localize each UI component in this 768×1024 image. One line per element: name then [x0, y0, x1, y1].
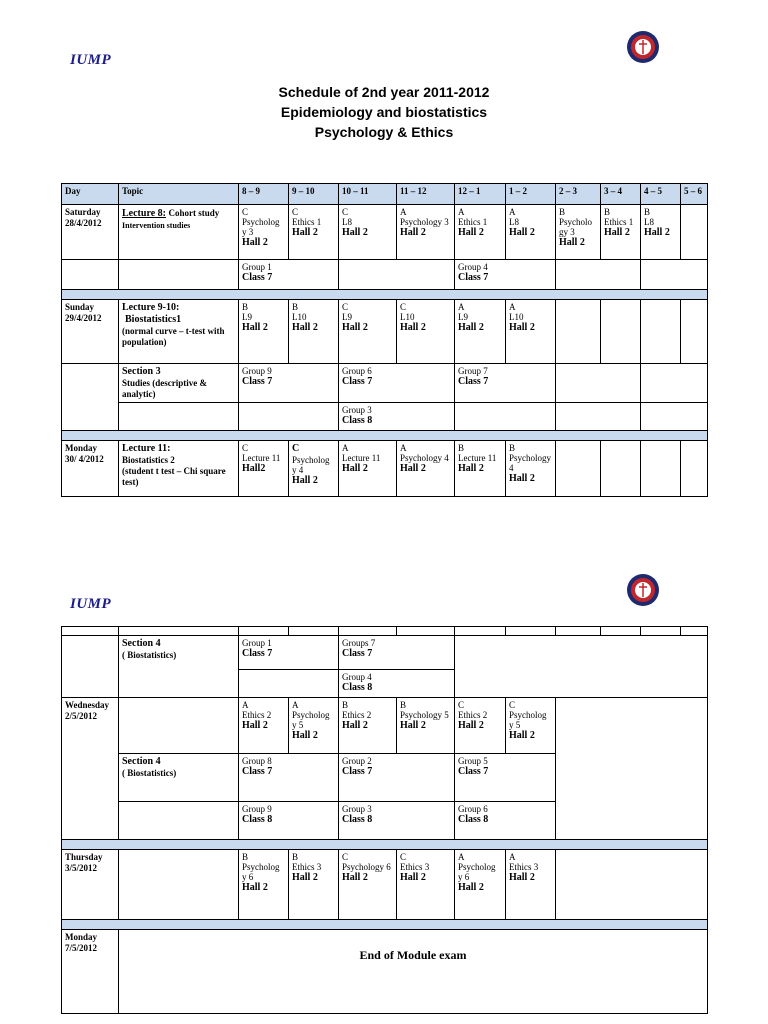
- schedule-table-page1: [61, 183, 708, 497]
- empty-cell: [119, 850, 239, 920]
- empty-cell: [556, 627, 601, 636]
- exam-cell: [119, 930, 708, 1014]
- group-cell: Groups 7 Class 7: [339, 636, 455, 670]
- table-row-sunday-groups: [62, 403, 708, 431]
- day-cell: Saturday 28/4/2012: [62, 205, 119, 260]
- table-row-saturday-groups: [62, 260, 708, 290]
- session-cell: C Ethics 3 Hall 2: [397, 850, 455, 920]
- empty-cell: [397, 627, 455, 636]
- header-day: Day: [62, 184, 119, 205]
- empty-cell: [119, 403, 239, 431]
- session-cell: C L8 Hall 2: [339, 205, 397, 260]
- session-cell: A Ethics 1 Hall 2: [455, 205, 506, 260]
- group-cell: Group 3 Class 8: [339, 403, 455, 431]
- exam-label: End of Module exam: [359, 948, 467, 962]
- table-row-monday: [62, 441, 708, 497]
- session-cell: A Lecture 11 Hall 2: [339, 441, 397, 497]
- day-cell: Sunday 29/4/2012: [62, 300, 119, 364]
- group-cell: Group 2 Class 7: [339, 754, 455, 802]
- empty-cell: [601, 300, 641, 364]
- empty-cell: [556, 698, 708, 840]
- header-slot: 12 – 1: [455, 184, 506, 205]
- session-cell: A L8 Hall 2: [506, 205, 556, 260]
- group-cell: Group 9 Class 8: [239, 802, 339, 840]
- group-cell: Group 3 Class 8: [339, 802, 455, 840]
- group-cell: Group 6 Class 7: [339, 364, 455, 403]
- table-row-wednesday: [62, 698, 708, 754]
- section-cell: Section 4 ( Biostatistics): [119, 636, 239, 698]
- header-topic: Topic: [119, 184, 239, 205]
- day-cell: Thursday 3/5/2012: [62, 850, 119, 920]
- empty-cell: [641, 403, 708, 431]
- session-cell: C L10 Hall 2: [397, 300, 455, 364]
- session-cell: C Lecture 11 Hall2: [239, 441, 289, 497]
- university-logo: [626, 30, 660, 64]
- session-cell: C Psycholog y 5 Hall 2: [506, 698, 556, 754]
- session-cell: B Psychology 5 Hall 2: [397, 698, 455, 754]
- topic-cell: Lecture 9-10: Biostatistics1 (normal curve – t-test with population): [119, 300, 239, 364]
- header-slot: 3 – 4: [601, 184, 641, 205]
- session-cell: B Ethics 2 Hall 2: [339, 698, 397, 754]
- brand-logo-text: IUMP: [70, 52, 112, 68]
- university-logo: [626, 573, 660, 607]
- section-cell: Section 4 ( Biostatistics): [119, 754, 239, 802]
- header-slot: 11 – 12: [397, 184, 455, 205]
- empty-cell: [556, 300, 601, 364]
- group-cell: Group 6 Class 8: [455, 802, 556, 840]
- header-slot: 10 – 11: [339, 184, 397, 205]
- empty-cell: [119, 627, 239, 636]
- group-cell: Group 4 Class 8: [339, 670, 455, 698]
- empty-cell: [455, 627, 506, 636]
- session-cell: B Ethics 1 Hall 2: [601, 205, 641, 260]
- table-header-row: [62, 184, 708, 205]
- table-top-row: [62, 627, 708, 636]
- session-cell: A Ethics 3 Hall 2: [506, 850, 556, 920]
- empty-cell: [556, 260, 641, 290]
- empty-cell: [556, 403, 641, 431]
- empty-cell: [601, 627, 641, 636]
- empty-cell: [681, 300, 708, 364]
- empty-cell: [556, 364, 641, 403]
- table-row-sunday-section: [62, 364, 708, 403]
- session-cell: C L9 Hall 2: [339, 300, 397, 364]
- empty-cell: [556, 441, 601, 497]
- header-slot: 5 – 6: [681, 184, 708, 205]
- header-slot: 9 – 10: [289, 184, 339, 205]
- section-cell: Section 3 Studies (descriptive & analytic): [119, 364, 239, 403]
- session-cell: A L9 Hall 2: [455, 300, 506, 364]
- header-slot: 8 – 9: [239, 184, 289, 205]
- session-cell: B Ethics 3 Hall 2: [289, 850, 339, 920]
- session-cell: A Psycholog y 6 Hall 2: [455, 850, 506, 920]
- empty-cell: [506, 627, 556, 636]
- empty-cell: [455, 403, 556, 431]
- row-separator: [62, 920, 708, 930]
- schedule-table-page2: [61, 626, 708, 1014]
- empty-cell: [556, 850, 708, 920]
- session-cell: A Ethics 2 Hall 2: [239, 698, 289, 754]
- session-cell: C Psychology 6 Hall 2: [339, 850, 397, 920]
- group-cell: Group 1 Class 7: [239, 636, 339, 670]
- session-cell: B Psycholo gy 3 Hall 2: [556, 205, 601, 260]
- empty-cell: [681, 627, 708, 636]
- empty-cell: [455, 636, 708, 698]
- empty-cell: [239, 627, 289, 636]
- group-cell: Group 9 Class 7: [239, 364, 339, 403]
- header-slot: 4 – 5: [641, 184, 681, 205]
- day-cell: Monday 7/5/2012: [62, 930, 119, 1014]
- table-row-saturday: [62, 205, 708, 260]
- row-separator: [62, 290, 708, 300]
- empty-cell: [62, 627, 119, 636]
- session-cell: B Psychology 4 Hall 2: [506, 441, 556, 497]
- empty-cell: [601, 441, 641, 497]
- session-cell: A Psychology 4 Hall 2: [397, 441, 455, 497]
- group-cell: Group 1 Class 7: [239, 260, 339, 290]
- group-cell: Group 8 Class 7: [239, 754, 339, 802]
- session-cell: C Psycholog y 4 Hall 2: [289, 441, 339, 497]
- session-cell: B L10 Hall 2: [289, 300, 339, 364]
- empty-cell: [339, 260, 455, 290]
- session-cell: B L8 Hall 2: [641, 205, 681, 260]
- empty-cell: [62, 364, 119, 431]
- empty-cell: [641, 627, 681, 636]
- table-row-sunday: [62, 300, 708, 364]
- empty-cell: [239, 670, 339, 698]
- header-slot: 1 – 2: [506, 184, 556, 205]
- session-cell: C Psycholog y 3 Hall 2: [239, 205, 289, 260]
- title-line-3: Psychology & Ethics: [314, 124, 454, 140]
- session-cell: C Ethics 1 Hall 2: [289, 205, 339, 260]
- empty-cell: [681, 441, 708, 497]
- table-row-thursday: [62, 850, 708, 920]
- session-cell: A Psychology 3 Hall 2: [397, 205, 455, 260]
- empty-cell: [119, 802, 239, 840]
- empty-cell: [681, 205, 708, 260]
- empty-cell: [641, 300, 681, 364]
- session-cell: B Psycholog y 6 Hall 2: [239, 850, 289, 920]
- document-title: [0, 82, 768, 142]
- session-cell: A Psycholog y 5 Hall 2: [289, 698, 339, 754]
- empty-cell: [119, 260, 239, 290]
- topic-cell: Lecture 8: Cohort study Intervention studies: [119, 205, 239, 260]
- title-line-1: Schedule of 2nd year 2011-2012: [278, 84, 490, 100]
- brand-logo-text: IUMP: [70, 596, 112, 612]
- empty-cell: [641, 441, 681, 497]
- empty-cell: [339, 627, 397, 636]
- group-cell: Group 7 Class 7: [455, 364, 556, 403]
- day-cell: Wednesday 2/5/2012: [62, 698, 119, 840]
- empty-cell: [641, 364, 708, 403]
- session-cell: B Lecture 11 Hall 2: [455, 441, 506, 497]
- header-slot: 2 – 3: [556, 184, 601, 205]
- group-cell: Group 4 Class 7: [455, 260, 556, 290]
- table-row-section4: [62, 636, 708, 670]
- empty-cell: [289, 627, 339, 636]
- day-cell: Monday 30/ 4/2012: [62, 441, 119, 497]
- empty-cell: [62, 260, 119, 290]
- empty-cell: [641, 260, 708, 290]
- group-cell: Group 5 Class 7: [455, 754, 556, 802]
- empty-cell: [119, 698, 239, 754]
- row-separator: [62, 431, 708, 441]
- row-separator: [62, 840, 708, 850]
- topic-cell: Lecture 11: Biostatistics 2 (student t test – Chi square test): [119, 441, 239, 497]
- table-row-exam: [62, 930, 708, 1014]
- empty-cell: [239, 403, 339, 431]
- empty-cell: [62, 636, 119, 698]
- session-cell: A L10 Hall 2: [506, 300, 556, 364]
- session-cell: C Ethics 2 Hall 2: [455, 698, 506, 754]
- title-line-2: Epidemiology and biostatistics: [280, 104, 488, 120]
- session-cell: B L9 Hall 2: [239, 300, 289, 364]
